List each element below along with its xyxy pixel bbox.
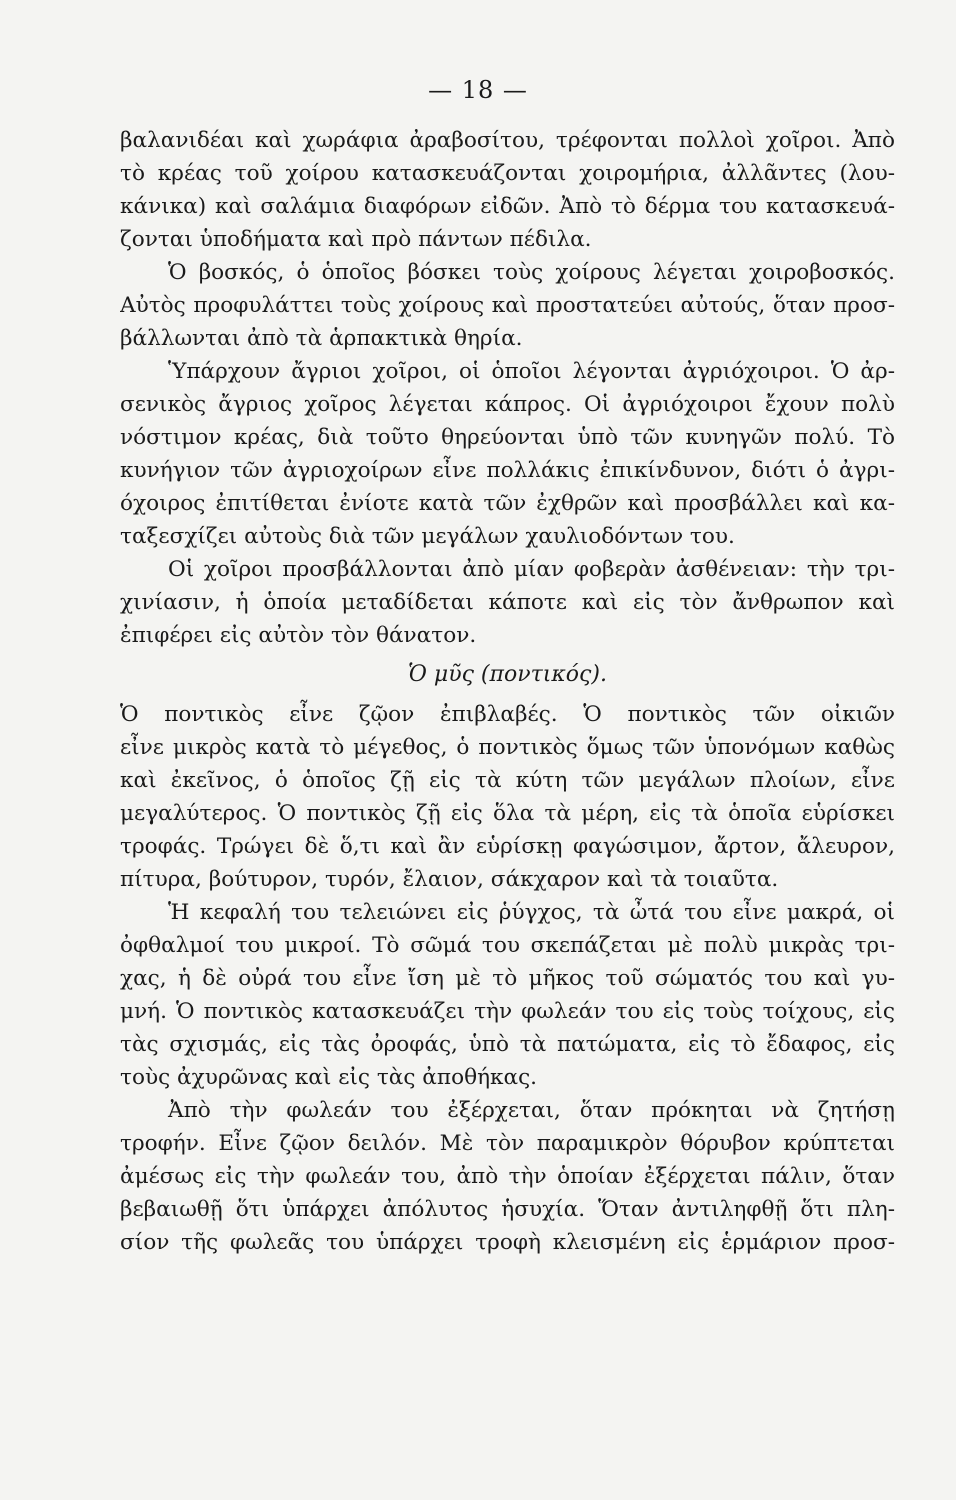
- text-line: βαλανιδέαι καὶ χωράφια ἀραβοσίτου, τρέφονται πολλοὶ χοῖροι. Ἀπὸ: [120, 128, 895, 153]
- text-line: κάνικα) καὶ σαλάμια διαφόρων εἰδῶν. Ἀπὸ τὸ δέρμα του κατασκευά-: [120, 194, 895, 219]
- paragraph: [120, 896, 895, 1094]
- text-line: καὶ ἐκεῖνος, ὁ ὁποῖος ζῇ εἰς τὰ κύτη τῶν μεγάλων πλοίων, εἶνε: [120, 768, 895, 793]
- text-line: μεγαλύτερος. Ὁ ποντικὸς ζῇ εἰς ὅλα τὰ μέρη, εἰς τὰ ὁποῖα εὑρίσκει: [120, 801, 895, 826]
- text-line: ἐπιφέρει εἰς αὐτὸν τὸν θάνατον.: [120, 623, 477, 648]
- text-line: κυνήγιον τῶν ἀγριοχοίρων εἶνε πολλάκις ἐπικίνδυνον, διότι ὁ ἀγρι-: [120, 458, 895, 483]
- page-number: — 18 —: [428, 76, 528, 104]
- text-line: τὸ κρέας τοῦ χοίρου κατασκευάζονται χοιρομήρια, ἀλλᾶντες (λου-: [120, 161, 895, 186]
- text-line: βάλλωνται ἀπὸ τὰ ἁρπακτικὰ θηρία.: [120, 326, 523, 351]
- paragraph: [120, 355, 895, 553]
- text-line: σενικὸς ἄγριος χοῖρος λέγεται κάπρος. Οἱ ἀγριόχοιροι ἔχουν πολὺ: [120, 392, 895, 417]
- text-line: Ὑπάρχουν ἄγριοι χοῖροι, οἱ ὁποῖοι λέγονται ἀγριόχοιροι. Ὁ ἀρ-: [168, 359, 895, 384]
- text-line: εἶνε μικρὸς κατὰ τὸ μέγεθος, ὁ ποντικὸς ὅμως τῶν ὑπονόμων καθὼς: [120, 735, 895, 760]
- text-line: ζονται ὑποδήματα καὶ πρὸ πάντων πέδιλα.: [120, 227, 592, 252]
- text-line: Ἡ κεφαλή του τελειώνει εἰς ῥύγχος, τὰ ὦτά του εἶνε μακρά, οἱ: [168, 900, 895, 925]
- text-line: τὰς σχισμάς, εἰς τὰς ὀροφάς, ὑπὸ τὰ πατώματα, εἰς τὸ ἔδαφος, εἰς: [120, 1032, 895, 1057]
- text-line: Ἀπὸ τὴν φωλεάν του ἐξέρχεται, ὅταν πρόκηται νὰ ζητήσῃ: [168, 1098, 895, 1123]
- paragraph: [120, 256, 895, 355]
- text-line: ἀμέσως εἰς τὴν φωλεάν του, ἀπὸ τὴν ὁποίαν ἐξέρχεται πάλιν, ὅταν: [120, 1164, 895, 1189]
- paragraph: [120, 553, 895, 652]
- text-line: Ὁ βοσκός, ὁ ὁποῖος βόσκει τοὺς χοίρους λέγεται χοιροβοσκός.: [168, 260, 895, 285]
- text-line: βεβαιωθῇ ὅτι ὑπάρχει ἀπόλυτος ἡσυχία. Ὅταν ἀντιληφθῇ ὅτι πλη-: [120, 1197, 895, 1222]
- text-line: πίτυρα, βούτυρον, τυρόν, ἔλαιον, σάκχαρον καὶ τὰ τοιαῦτα.: [120, 867, 779, 892]
- text-line: ταξεσχίζει αὐτοὺς διὰ τῶν μεγάλων χαυλιοδόντων του.: [120, 524, 735, 549]
- text-line: Οἱ χοῖροι προσβάλλονται ἀπὸ μίαν φοβερὰν ἀσθένειαν: τὴν τρι-: [168, 557, 895, 582]
- text-line: μνή. Ὁ ποντικὸς κατασκευάζει τὴν φωλεάν του εἰς τοὺς τοίχους, εἰς: [120, 999, 895, 1024]
- text-line: Αὐτὸς προφυλάττει τοὺς χοίρους καὶ προστατεύει αὐτούς, ὅταν προσ-: [120, 293, 895, 318]
- text-line: όχοιρος ἐπιτίθεται ἐνίοτε κατὰ τῶν ἐχθρῶν καὶ προσβάλλει καὶ κα-: [120, 491, 895, 516]
- paragraph: [120, 124, 895, 256]
- text-line: ὀφθαλμοί του μικροί. Τὸ σῶμά του σκεπάζεται μὲ πολὺ μικρὰς τρι-: [120, 933, 895, 958]
- text-line: Ὁ ποντικὸς εἶνε ζῷον ἐπιβλαβές. Ὁ ποντικὸς τῶν οἰκιῶν: [120, 702, 895, 727]
- text-line: τροφήν. Εἶνε ζῷον δειλόν. Μὲ τὸν παραμικρὸν θόρυβον κρύπτεται: [120, 1131, 895, 1156]
- text-line: σίον τῆς φωλεᾶς του ὑπάρχει τροφὴ κλεισμένη εἰς ἑρμάριον προσ-: [120, 1230, 895, 1255]
- text-line: τοὺς ἀχυρῶνας καὶ εἰς τὰς ἀποθήκας.: [120, 1065, 538, 1090]
- text-line: χας, ἡ δὲ οὐρά του εἶνε ἴση μὲ τὸ μῆκος τοῦ σώματός του καὶ γυ-: [120, 966, 895, 991]
- paragraph: [120, 1094, 895, 1259]
- section-heading: Ὁ μῦς (ποντικός).: [408, 662, 607, 687]
- text-line: χινίασιν, ἡ ὁποία μεταδίδεται κάποτε καὶ εἰς τὸν ἄνθρωπον καὶ: [120, 590, 895, 615]
- text-line: τροφάς. Τρώγει δὲ ὅ,τι καὶ ἂν εὑρίσκῃ φαγώσιμον, ἄρτον, ἄλευρον,: [120, 834, 895, 859]
- text-line: νόστιμον κρέας, διὰ τοῦτο θηρεύονται ὑπὸ τῶν κυνηγῶν πολύ. Τὸ: [120, 425, 895, 450]
- body-text: [120, 124, 895, 1259]
- paragraph: [120, 698, 895, 896]
